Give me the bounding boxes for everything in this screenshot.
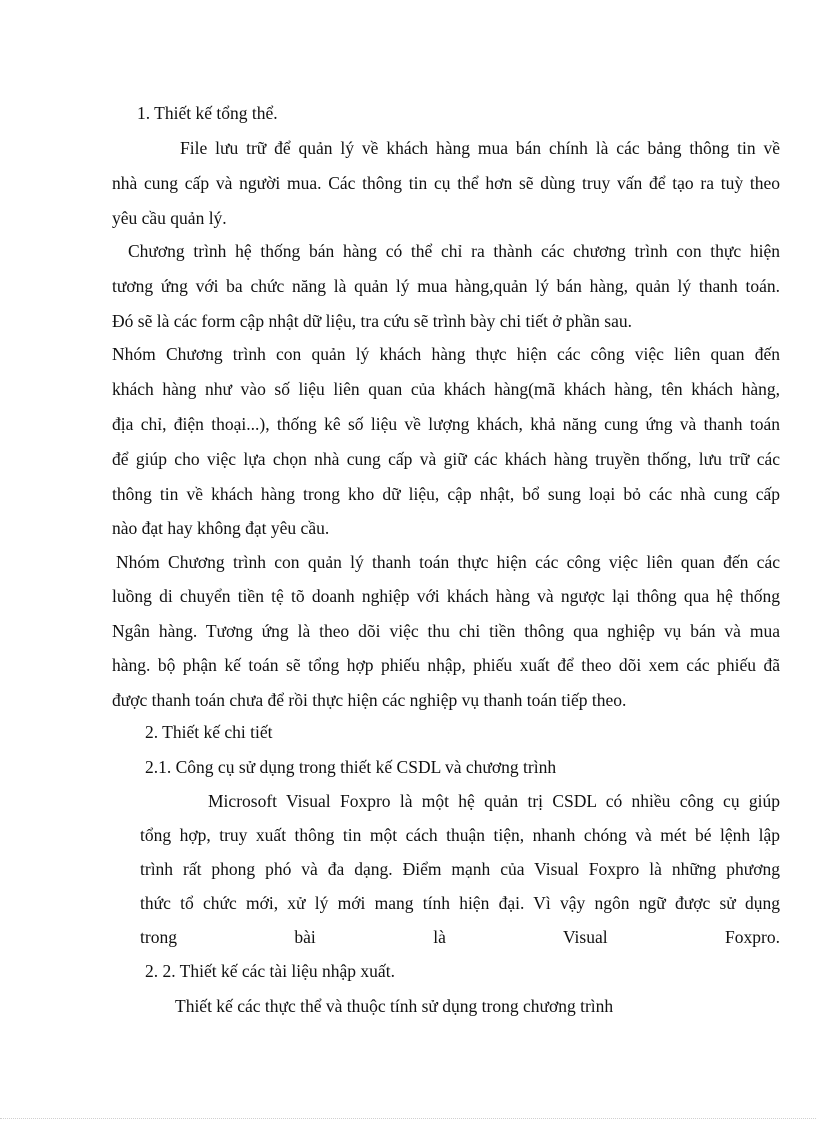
para-1-line-2: nhà cung cấp và người mua. Các thông tin cụ thể hơn sẽ dùng truy vấn để tạo ra tuỳ theo bbox=[112, 173, 780, 193]
para-5-line-3: trình rất phong phó và đa dạng. Điểm mạnh của Visual Foxpro là những phương bbox=[140, 859, 780, 879]
para-2-line-3: Đó sẽ là các form cập nhật dữ liệu, tra cứu sẽ trình bày chi tiết ở phần sau. bbox=[112, 311, 632, 331]
heading-detailed-design: 2. Thiết kế chi tiết bbox=[145, 722, 273, 742]
para-3-line-3: địa chỉ, điện thoại...), thống kê số liệu về lượng khách, khả năng cung ứng và thanh toán bbox=[112, 414, 780, 434]
para-2-line-2: tương ứng với ba chức năng là quản lý mua hàng,quản lý bán hàng, quản lý thanh toán. bbox=[112, 276, 780, 296]
para-1-line-3: yêu cầu quản lý. bbox=[112, 208, 227, 228]
para-4-line-5: được thanh toán chưa để rồi thực hiện các nghiệp vụ thanh toán tiếp theo. bbox=[112, 690, 627, 710]
heading-tools-used: 2.1. Công cụ sử dụng trong thiết kế CSDL và chương trình bbox=[145, 757, 557, 777]
para-4-line-1: Nhóm Chương trình con quản lý thanh toán thực hiện các công việc liên quan đến các bbox=[116, 552, 780, 572]
para-1-line-1: File lưu trữ để quản lý về khách hàng mua bán chính là các bảng thông tin về bbox=[180, 138, 780, 158]
heading-overall-design: 1. Thiết kế tổng thể. bbox=[137, 103, 278, 123]
heading-io-documents: 2. 2. Thiết kế các tài liệu nhập xuất. bbox=[145, 961, 395, 981]
para-3-line-6: nào đạt hay không đạt yêu cầu. bbox=[112, 518, 330, 538]
para-3-line-5: thông tin về khách hàng trong kho dữ liệu, cập nhật, bổ sung loại bỏ các nhà cung cấp bbox=[112, 484, 780, 504]
para-5-line-1: Microsoft Visual Foxpro là một hệ quản trị CSDL có nhiều công cụ giúp bbox=[208, 791, 780, 811]
para-5-line-4: thức tổ chức mới, xử lý mới mang tính hiện đại. Vì vậy ngôn ngữ được sử dụng bbox=[140, 893, 780, 913]
para-4-line-3: Ngân hàng. Tương ứng là theo dõi việc thu chi tiền thông qua nghiệp vụ bán và mua bbox=[112, 621, 780, 641]
para-5-line-2: tổng hợp, truy xuất thông tin một cách thuận tiện, nhanh chóng và mét bé lệnh lập bbox=[140, 825, 780, 845]
para-5-line-5: trong bài là Visual Foxpro. bbox=[140, 927, 780, 947]
para-6-line-1: Thiết kế các thực thể và thuộc tính sử dụng trong chương trình bbox=[175, 996, 614, 1016]
para-4-line-2: luồng di chuyển tiền tệ tõ doanh nghiệp với khách hàng và ngược lại thông qua hệ thống bbox=[112, 586, 780, 606]
para-2-line-1: Chương trình hệ thống bán hàng có thể chỉ ra thành các chương trình con thực hiện bbox=[128, 241, 780, 261]
para-3-line-2: khách hàng như vào số liệu liên quan của khách hàng(mã khách hàng, tên khách hàng, bbox=[112, 379, 780, 399]
para-3-line-4: để giúp cho việc lựa chọn nhà cung cấp và giữ các khách hàng truyền thống, lưu trữ các bbox=[112, 449, 780, 469]
para-3-line-1: Nhóm Chương trình con quản lý khách hàng thực hiện các công việc liên quan đến bbox=[112, 344, 780, 364]
para-4-line-4: hàng. bộ phận kế toán sẽ tổng hợp phiếu nhập, phiếu xuất để theo dõi xem các phiếu đã bbox=[112, 655, 780, 675]
page-bottom-border bbox=[0, 1118, 816, 1119]
